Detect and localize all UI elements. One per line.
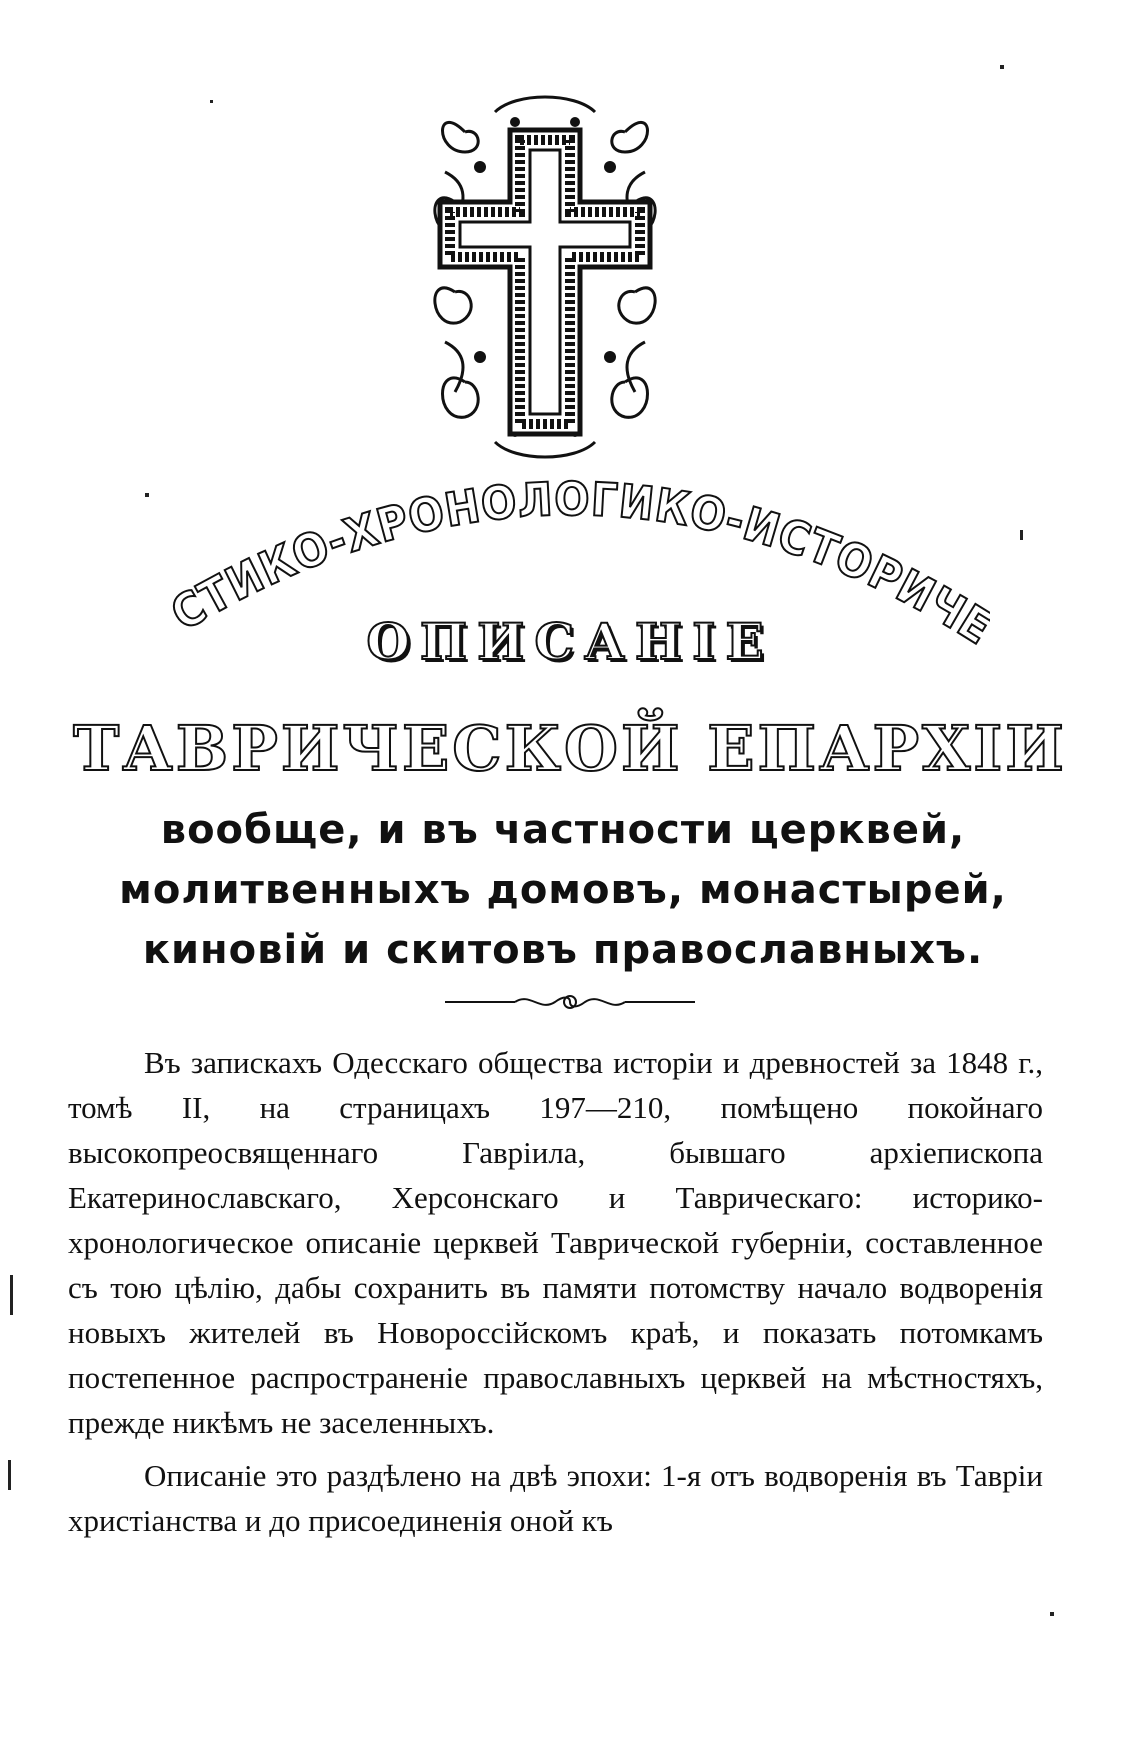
scan-speck [1050,1612,1054,1616]
ornamental-cross-icon [425,92,665,462]
paragraph: Описаніе это раздѣлено на двѣ эпохи: 1-я отъ водворенія въ Тавріи христіанства и до присоединенія оной къ [68,1458,1043,1538]
paragraph: Въ запискахъ Одесскаго общества исторіи и древностей за 1848 г., томѣ II, на страницахъ 197—210, помѣщено покойнаго высокопреосвященнаго Гавріила, бывшаго архіепископа Екатеринославскаго, Херсонскаго и Таврическаго: историко-хронологическое описаніе церквей Таврической губерніи, составленное съ тою цѣлію, дабы сохранить въ памяти потомству начало водворенія новыхъ жителей въ Новороссійскомъ краѣ, и показать потомкамъ постепенное распространеніе православныхъ церквей на мѣстностяхъ, прежде никѣмъ не заселенныхъ. [68,1045,1043,1440]
body-text [68,1040,1043,1543]
scan-speck [8,1460,11,1490]
scan-speck [1020,530,1023,540]
scan-speck [1000,65,1004,69]
eparchy-heading: ТАВРИЧЕСКОЙ ЕПАРХІИ [73,712,1067,785]
scan-speck [10,1275,13,1315]
scan-speck [145,493,149,497]
arched-title-text: СТИКО-ХРОНОЛОГИКО-ИСТОРИЧ [161,471,976,642]
decorative-divider-icon [445,990,695,1014]
scan-speck [210,100,213,103]
title-word: ОПИСАНІЕ [366,612,774,671]
subtitle: вообще, и въ частности церквей, молитвенныхъ домовъ, монастырей, киновій и скитовъ православныхъ. [119,807,1007,973]
